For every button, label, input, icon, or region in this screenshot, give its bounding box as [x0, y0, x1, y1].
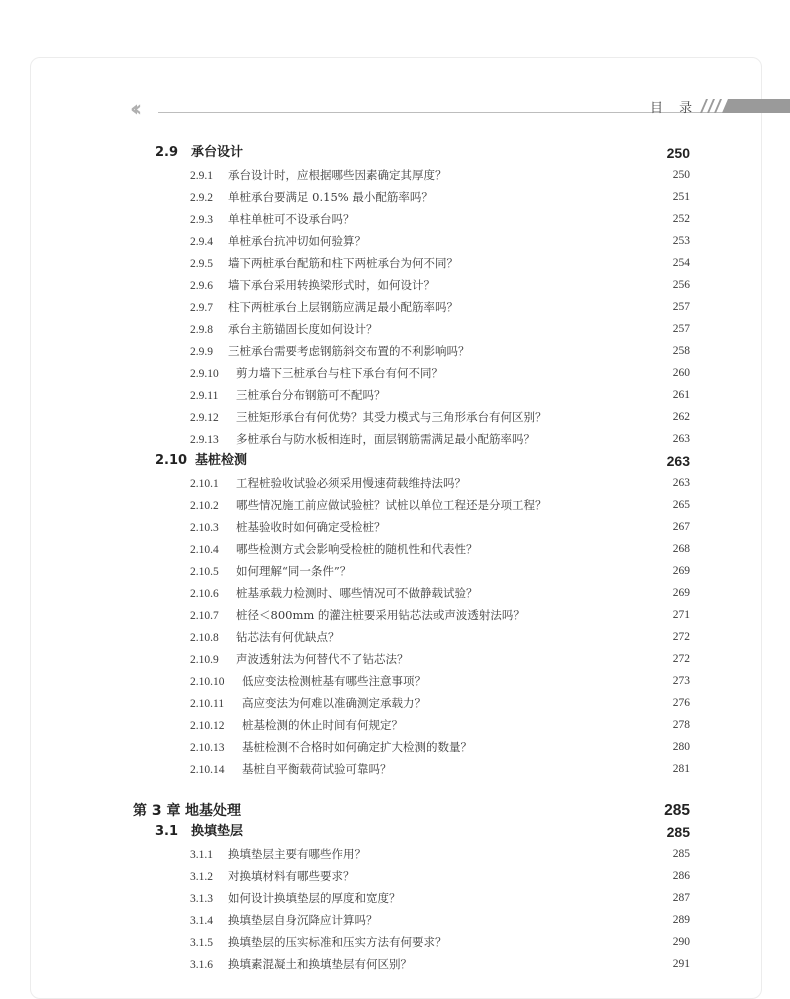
- toc-number: 2.9.7: [190, 302, 213, 314]
- toc-page-number: 265: [672, 499, 690, 511]
- toc-entry: [190, 538, 690, 560]
- toc-title: 桩基检测的休止时间有何规定？: [242, 718, 403, 732]
- toc-title: 单桩承台抗冲切如何验算？: [228, 234, 366, 248]
- toc-number: 2.10.10: [190, 676, 225, 688]
- toc-entry: [190, 953, 690, 975]
- toc-page-number: 280: [672, 741, 690, 753]
- toc-page-number: 252: [672, 213, 690, 225]
- toc-entry: [190, 472, 690, 494]
- toc-number: 2.10.8: [190, 632, 219, 644]
- toc-number: 3.1.2: [190, 871, 213, 883]
- toc-page-number: 260: [672, 367, 690, 379]
- toc-title: 换填素混凝土和换填垫层有何区别？: [228, 957, 412, 971]
- toc-entry: [190, 865, 690, 887]
- toc-chapter: [133, 800, 690, 822]
- toc-page-number: 253: [672, 235, 690, 247]
- toc-number: 2.9.9: [190, 346, 213, 358]
- toc-number: 3.1.1: [190, 849, 213, 861]
- toc-entry: [190, 887, 690, 909]
- toc-number: 3.1.4: [190, 915, 213, 927]
- toc-title: 单柱单桩可不设承台吗？: [228, 212, 355, 226]
- toc-number: 3.1: [155, 824, 179, 839]
- toc-title: 三桩承台需要考虑钢筋斜交布置的不利影响吗？: [228, 344, 470, 358]
- toc-title: 工程桩验收试验必须采用慢速荷载维持法吗？: [236, 476, 466, 490]
- toc-page-number: 286: [672, 870, 690, 882]
- toc-entry: [190, 494, 690, 516]
- toc-entry: [190, 604, 690, 626]
- toc-title: 如何理解“同一条件”？: [236, 564, 352, 578]
- toc-number: 2.9.6: [190, 280, 213, 292]
- toc-title: 承台主筋锚固长度如何设计？: [228, 322, 378, 336]
- toc-entry: [190, 736, 690, 758]
- toc-title: 单桩承台要满足 0.15% 最小配筋率吗？: [228, 190, 433, 204]
- toc-header: [130, 94, 790, 124]
- toc-entry: [190, 230, 690, 252]
- toc-entry: [190, 384, 690, 406]
- toc-number: 3.1.5: [190, 937, 213, 949]
- toc-page-number: 262: [672, 411, 690, 423]
- toc-number: 2.10.2: [190, 500, 219, 512]
- toc-number: 2.10: [155, 453, 188, 468]
- toc-number: 2.10.5: [190, 566, 219, 578]
- toc-page-number: 287: [672, 892, 690, 904]
- toc-number: 3.1.3: [190, 893, 213, 905]
- toc-entry: [190, 340, 690, 362]
- toc-number: 2.9.12: [190, 412, 219, 424]
- toc-entry: [190, 428, 690, 450]
- toc-entry: [190, 362, 690, 384]
- toc-entry: [190, 560, 690, 582]
- toc-page-number: 276: [672, 697, 690, 709]
- toc-page-number: 285: [666, 824, 690, 840]
- toc-title: 哪些情况施工前应做试验桩？试桩以单位工程还是分项工程？: [236, 498, 547, 512]
- toc-number: 2.10.7: [190, 610, 219, 622]
- toc-entry: [190, 208, 690, 230]
- toc-page-number: 258: [672, 345, 690, 357]
- toc-page-number: 269: [672, 587, 690, 599]
- toc-entry: [190, 296, 690, 318]
- toc-number: 2.10.9: [190, 654, 219, 666]
- toc-title: 多桩承台与防水板相连时，面层钢筋需满足最小配筋率吗？: [236, 432, 535, 446]
- toc-number: 2.10.12: [190, 720, 225, 732]
- toc-title: 换填垫层的压实标准和压实方法有何要求？: [228, 935, 447, 949]
- toc-title: 钻芯法有何优缺点？: [236, 630, 340, 644]
- toc-title: 剪力墙下三桩承台与柱下承台有何不同？: [236, 366, 443, 380]
- toc-page-number: 263: [666, 453, 690, 469]
- toc-number: 2.9.11: [190, 390, 219, 402]
- toc-title: 墙下承台采用转换梁形式时，如何设计？: [228, 278, 435, 292]
- toc-section: [155, 821, 690, 843]
- toc-title: 哪些检测方式会影响受检桩的随机性和代表性？: [236, 542, 478, 556]
- toc-number: 2.9.13: [190, 434, 219, 446]
- toc-entry: [190, 714, 690, 736]
- toc-page-number: 272: [672, 631, 690, 643]
- toc-title: 换填垫层: [191, 824, 244, 839]
- toc-title: 桩径＜800mm 的灌注桩要采用钻芯法或声波透射法吗？: [236, 608, 525, 622]
- toc-page-number: 290: [672, 936, 690, 948]
- toc-number: 2.10.6: [190, 588, 219, 600]
- toc-entry: [190, 406, 690, 428]
- toc-entry: [190, 318, 690, 340]
- toc-entry: [190, 164, 690, 186]
- toc-page-number: 263: [672, 433, 690, 445]
- toc-number: 2.9.8: [190, 324, 213, 336]
- toc-page-number: 281: [672, 763, 690, 775]
- toc-page-number: 291: [672, 958, 690, 970]
- toc-page-number: 268: [672, 543, 690, 555]
- toc-page-number: 273: [672, 675, 690, 687]
- toc-entry: [190, 931, 690, 953]
- toc-entry: [190, 186, 690, 208]
- toc-page-number: 285: [664, 802, 690, 819]
- toc-title: 对换填材料有哪些要求？: [228, 869, 355, 883]
- toc-title: 高应变法为何难以准确测定承载力？: [242, 696, 426, 710]
- toc-page-number: 263: [672, 477, 690, 489]
- toc-number: 3.1.6: [190, 959, 213, 971]
- toc-title: 承台设计: [191, 145, 244, 160]
- toc-entry: [190, 909, 690, 931]
- toc-page-number: 267: [672, 521, 690, 533]
- toc-page-number: 250: [666, 145, 690, 161]
- toc-entry: [190, 670, 690, 692]
- toc-title: 桩基承载力检测时、哪些情况可不做静载试验？: [236, 586, 478, 600]
- toc-number: 2.10.14: [190, 764, 225, 776]
- toc-page-number: 285: [672, 848, 690, 860]
- toc-number: 2.10.11: [190, 698, 225, 710]
- toc-title: 柱下两桩承台上层钢筋应满足最小配筋率吗？: [228, 300, 458, 314]
- toc-page-number: 257: [672, 323, 690, 335]
- toc-page-number: 269: [672, 565, 690, 577]
- toc-number: 2.9.5: [190, 258, 213, 270]
- toc-page-number: 254: [672, 257, 690, 269]
- toc-section: [155, 450, 690, 472]
- toc-title: 低应变法检测桩基有哪些注意事项？: [242, 674, 426, 688]
- toc-entry: [190, 252, 690, 274]
- toc-number: 2.9.4: [190, 236, 213, 248]
- toc-title: 墙下两桩承台配筋和柱下两桩承台为何不同？: [228, 256, 458, 270]
- toc-title: 换填垫层主要有哪些作用？: [228, 847, 366, 861]
- toc-number: 2.9: [155, 145, 179, 160]
- page-title: 目 录: [650, 101, 699, 116]
- toc-entry: [190, 758, 690, 780]
- toc-entry: [190, 582, 690, 604]
- toc-entry: [190, 274, 690, 296]
- toc-title: 承台设计时，应根据哪些因素确定其厚度？: [228, 168, 447, 182]
- toc-page-number: 272: [672, 653, 690, 665]
- toc-entry: [190, 626, 690, 648]
- toc-number: 2.9.2: [190, 192, 213, 204]
- toc-title: 基桩自平衡载荷试验可靠吗？: [242, 762, 392, 776]
- toc-number: 2.10.4: [190, 544, 219, 556]
- toc-number: 2.9.10: [190, 368, 219, 380]
- toc-title: 基桩检测: [195, 453, 248, 468]
- toc-number: 2.10.3: [190, 522, 219, 534]
- toc-entry: [190, 843, 690, 865]
- toc-section: [155, 142, 690, 164]
- toc-title: 换填垫层自身沉降应计算吗？: [228, 913, 378, 927]
- toc-entry: [190, 692, 690, 714]
- toc-page-number: 256: [672, 279, 690, 291]
- toc-page-number: 278: [672, 719, 690, 731]
- toc-page-number: 289: [672, 914, 690, 926]
- toc-title: 桩基验收时如何确定受检桩？: [236, 520, 386, 534]
- toc-number: 2.9.1: [190, 170, 213, 182]
- toc-number: 2.10.1: [190, 478, 219, 490]
- toc-title: 三桩矩形承台有何优势？其受力模式与三角形承台有何区别？: [236, 410, 547, 424]
- toc-number: 2.10.13: [190, 742, 225, 754]
- toc-number: 2.9.3: [190, 214, 213, 226]
- toc-title: 地基处理: [185, 803, 241, 819]
- toc-page-number: 261: [672, 389, 690, 401]
- double-chevron-left-icon: ‹‹: [130, 97, 137, 122]
- toc-title: 声波透射法为何替代不了钻芯法？: [236, 652, 409, 666]
- toc-number: 第 3 章: [133, 803, 181, 819]
- toc-page-number: 271: [672, 609, 690, 621]
- toc-title: 如何设计换填垫层的厚度和宽度？: [228, 891, 401, 905]
- toc-page-number: 251: [672, 191, 690, 203]
- toc-entry: [190, 516, 690, 538]
- toc-page-number: 257: [672, 301, 690, 313]
- toc-entry: [190, 648, 690, 670]
- toc-title: 三桩承台分布钢筋可不配吗？: [236, 388, 386, 402]
- toc-page-number: 250: [672, 169, 690, 181]
- header-stripes-decoration: [696, 99, 790, 113]
- toc-title: 基桩检测不合格时如何确定扩大检测的数量？: [242, 740, 472, 754]
